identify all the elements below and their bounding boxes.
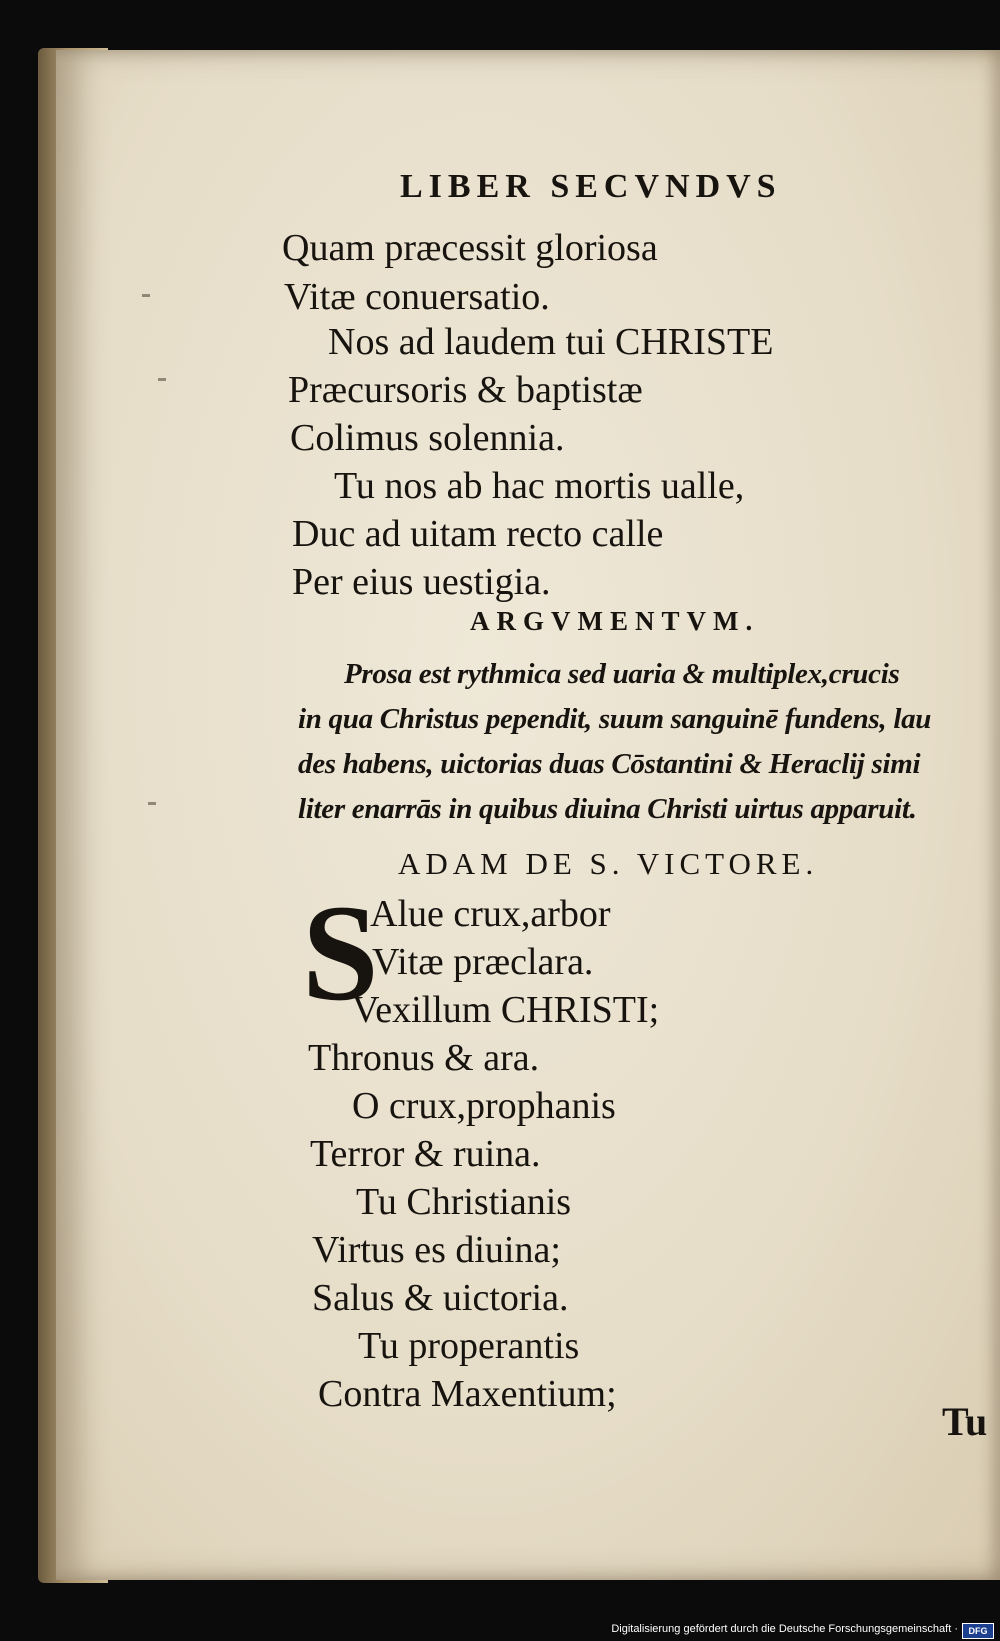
argument-line: liter enarrās in quibus diuina Christi uirtus apparuit. <box>298 793 917 825</box>
footer-credit: Digitalisierung gefördert durch die Deutsche Forschungsgemeinschaft · <box>611 1623 958 1635</box>
verse-line: O crux,prophanis <box>352 1085 616 1127</box>
verse-line: Thronus & ara. <box>308 1037 540 1079</box>
verse-line: Vitæ conuersatio. <box>284 276 550 318</box>
margin-mark <box>142 294 150 297</box>
verse-line: Virtus es diuina; <box>312 1229 561 1271</box>
argument-heading: ARGVMENTVM. <box>470 606 760 636</box>
verse-line: Alue crux,arbor <box>370 893 611 935</box>
drop-cap: S <box>302 876 379 1029</box>
argument-line: Prosa est rythmica sed uaria & multiplex,crucis <box>344 658 900 690</box>
verse-line: Colimus solennia. <box>290 417 565 459</box>
dfg-logo: DFG <box>962 1623 994 1639</box>
verse-line: Tu nos ab hac mortis ualle, <box>334 465 745 507</box>
argument-line: in qua Christus pependit, suum sanguinē fundens, lau <box>298 703 932 735</box>
verse-line: Contra Maxentium; <box>318 1373 617 1415</box>
running-head: LIBER SECVNDVS <box>400 168 782 205</box>
verse-line: Vexillum CHRISTI; <box>352 989 660 1031</box>
argument-line: des habens, uictorias duas Cōstantini & Heraclij simi <box>298 748 921 780</box>
verse-line: Duc ad uitam recto calle <box>292 513 664 555</box>
verse-line: Per eius uestigia. <box>292 561 551 603</box>
verse-line: Nos ad laudem tui CHRISTE <box>328 321 774 363</box>
verse-line: Vitæ præclara. <box>372 941 594 983</box>
verse-line: Tu Christianis <box>356 1181 572 1223</box>
catchword: Tu <box>942 1399 988 1444</box>
margin-mark <box>158 378 166 381</box>
verse-line: Tu properantis <box>358 1325 580 1367</box>
verse-line: Quam præcessit gloriosa <box>282 227 658 269</box>
verse-line: Terror & ruina. <box>310 1133 541 1175</box>
verse-line: Præcursoris & baptistæ <box>288 369 643 411</box>
verse-line: Salus & uictoria. <box>312 1277 569 1319</box>
author-heading: ADAM DE S. VICTORE. <box>398 846 819 881</box>
margin-mark <box>148 802 156 805</box>
